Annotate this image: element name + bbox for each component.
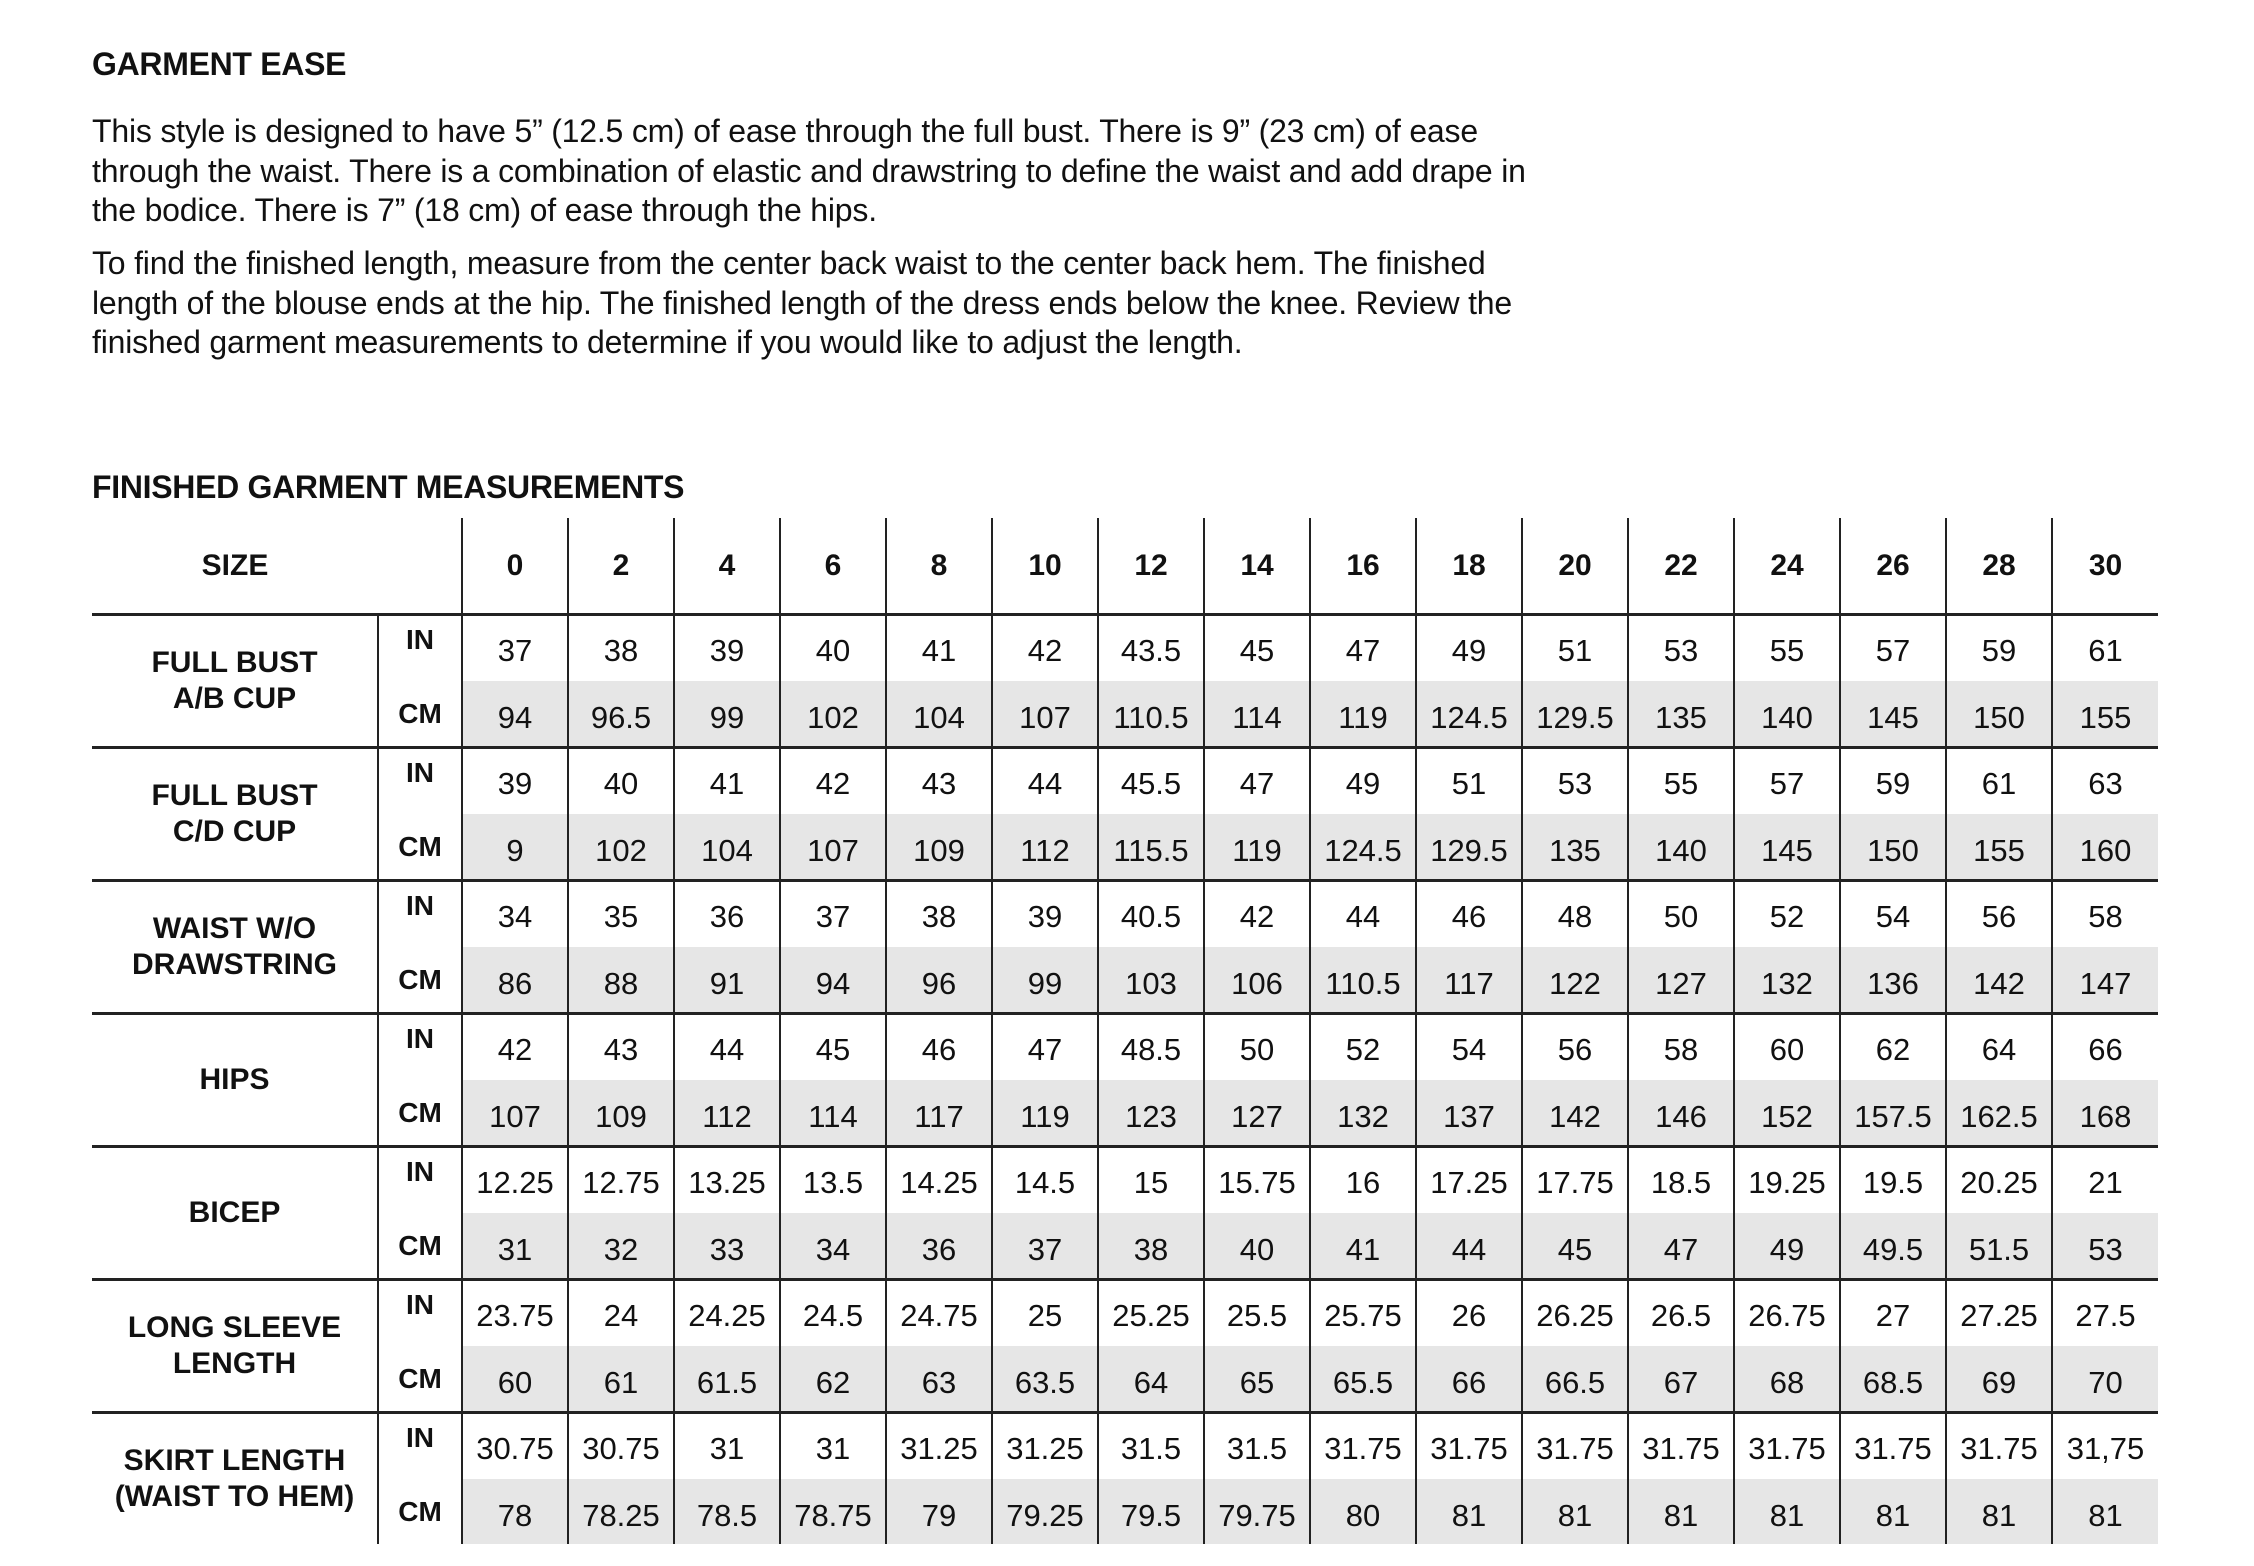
measurement-value: 42: [462, 1014, 568, 1081]
measurement-value: 162.5: [1946, 1080, 2052, 1147]
measurement-value: 129.5: [1416, 814, 1522, 881]
measurement-name-line1: BICEP: [188, 1196, 281, 1229]
measurement-value: 78: [462, 1479, 568, 1544]
measurement-value: 78.25: [568, 1479, 674, 1544]
measurement-value: 68.5: [1840, 1346, 1946, 1413]
measurement-value: 17.75: [1522, 1147, 1628, 1214]
measurement-value: 58: [1628, 1014, 1734, 1081]
measurement-value: 31.75: [1734, 1413, 1840, 1480]
measurement-value: 40: [780, 615, 886, 682]
unit-label: IN: [378, 615, 462, 682]
measurement-value: 21: [2052, 1147, 2158, 1214]
size-header-cell: 12: [1098, 518, 1204, 615]
measurement-value: 81: [1946, 1479, 2052, 1544]
measurement-value: 52: [1734, 881, 1840, 948]
table-row: [92, 881, 2158, 948]
table-row: [92, 1080, 2158, 1147]
measurement-value: 132: [1310, 1080, 1416, 1147]
measurement-value: 31.75: [1522, 1413, 1628, 1480]
measurement-value: 66: [1416, 1346, 1522, 1413]
measurement-value: 155: [1946, 814, 2052, 881]
measurement-value: 56: [1522, 1014, 1628, 1081]
measurement-value: 41: [886, 615, 992, 682]
measurement-value: 56: [1946, 881, 2052, 948]
measurement-value: 39: [462, 748, 568, 815]
measurement-value: 16: [1310, 1147, 1416, 1214]
size-header-cell: 14: [1204, 518, 1310, 615]
measurement-value: 94: [462, 681, 568, 748]
measurement-value: 25.25: [1098, 1280, 1204, 1347]
measurement-value: 31.25: [992, 1413, 1098, 1480]
measurement-value: 34: [780, 1213, 886, 1280]
measurement-value: 155: [2052, 681, 2158, 748]
measurement-value: 31.5: [1204, 1413, 1310, 1480]
measurement-value: 152: [1734, 1080, 1840, 1147]
size-header-cell: 18: [1416, 518, 1522, 615]
measurement-value: 68: [1734, 1346, 1840, 1413]
measurement-value: 31.75: [1310, 1413, 1416, 1480]
measurement-value: 63: [886, 1346, 992, 1413]
measurement-value: 31.75: [1840, 1413, 1946, 1480]
measurement-value: 53: [1628, 615, 1734, 682]
measurement-value: 78.75: [780, 1479, 886, 1544]
measurement-value: 88: [568, 947, 674, 1014]
measurement-value: 36: [674, 881, 780, 948]
measurement-value: 112: [992, 814, 1098, 881]
table-row: [92, 1479, 2158, 1544]
measurement-value: 26: [1416, 1280, 1522, 1347]
measurement-value: 81: [1522, 1479, 1628, 1544]
measurement-value: 63: [2052, 748, 2158, 815]
measurement-value: 40: [568, 748, 674, 815]
measurement-value: 19.5: [1840, 1147, 1946, 1214]
measurement-value: 142: [1946, 947, 2052, 1014]
size-header-cell: 22: [1628, 518, 1734, 615]
measurement-value: 96.5: [568, 681, 674, 748]
measurement-value: 43: [568, 1014, 674, 1081]
measurement-value: 30.75: [568, 1413, 674, 1480]
measurement-name: [92, 881, 378, 1014]
measurement-value: 17.25: [1416, 1147, 1522, 1214]
measurement-value: 62: [780, 1346, 886, 1413]
measurement-value: 122: [1522, 947, 1628, 1014]
measurement-value: 65: [1204, 1346, 1310, 1413]
measurement-value: 33: [674, 1213, 780, 1280]
measurement-value: 47: [1628, 1213, 1734, 1280]
measurement-value: 14.5: [992, 1147, 1098, 1214]
measurement-value: 64: [1098, 1346, 1204, 1413]
measurement-value: 36: [886, 1213, 992, 1280]
measurement-name: [92, 615, 378, 748]
measurement-value: 69: [1946, 1346, 2052, 1413]
measurement-value: 26.5: [1628, 1280, 1734, 1347]
measurement-value: 51: [1416, 748, 1522, 815]
measurement-value: 96: [886, 947, 992, 1014]
measurement-value: 42: [992, 615, 1098, 682]
measurement-value: 123: [1098, 1080, 1204, 1147]
size-header-cell: 28: [1946, 518, 2052, 615]
measurement-value: 81: [1840, 1479, 1946, 1544]
measurement-value: 49: [1310, 748, 1416, 815]
measurement-value: 140: [1628, 814, 1734, 881]
measurement-value: 58: [2052, 881, 2158, 948]
measurement-value: 80: [1310, 1479, 1416, 1544]
measurement-value: 132: [1734, 947, 1840, 1014]
measurement-name: [92, 1147, 378, 1280]
measurement-value: 102: [568, 814, 674, 881]
measurement-value: 70: [2052, 1346, 2158, 1413]
measurement-value: 150: [1840, 814, 1946, 881]
measurement-value: 45: [780, 1014, 886, 1081]
measurement-value: 44: [674, 1014, 780, 1081]
measurement-value: 140: [1734, 681, 1840, 748]
measurement-value: 79.5: [1098, 1479, 1204, 1544]
measurement-value: 47: [992, 1014, 1098, 1081]
measurement-value: 110.5: [1310, 947, 1416, 1014]
measurement-value: 55: [1734, 615, 1840, 682]
measurement-value: 54: [1840, 881, 1946, 948]
measurement-value: 107: [780, 814, 886, 881]
measurement-value: 44: [1310, 881, 1416, 948]
measurement-value: 102: [780, 681, 886, 748]
measurement-value: 109: [568, 1080, 674, 1147]
measurement-value: 43: [886, 748, 992, 815]
measurement-value: 127: [1204, 1080, 1310, 1147]
measurement-name-line1: FULL BUST: [151, 779, 318, 812]
measurement-value: 107: [462, 1080, 568, 1147]
measurement-value: 18.5: [1628, 1147, 1734, 1214]
measurement-value: 49: [1734, 1213, 1840, 1280]
measurement-value: 12.75: [568, 1147, 674, 1214]
measurement-value: 109: [886, 814, 992, 881]
measurement-value: 53: [2052, 1213, 2158, 1280]
measurement-value: 47: [1204, 748, 1310, 815]
measurement-value: 41: [1310, 1213, 1416, 1280]
measurement-value: 52: [1310, 1014, 1416, 1081]
measurement-value: 48: [1522, 881, 1628, 948]
unit-label: CM: [378, 1346, 462, 1413]
measurement-value: 12.25: [462, 1147, 568, 1214]
table-row: [92, 1280, 2158, 1347]
measurement-value: 34: [462, 881, 568, 948]
measurement-value: 119: [1204, 814, 1310, 881]
measurement-value: 124.5: [1310, 814, 1416, 881]
measurement-value: 15: [1098, 1147, 1204, 1214]
unit-label: IN: [378, 1014, 462, 1081]
unit-label: CM: [378, 1213, 462, 1280]
measurement-value: 145: [1734, 814, 1840, 881]
measurement-value: 81: [1734, 1479, 1840, 1544]
measurement-value: 27.5: [2052, 1280, 2158, 1347]
measurement-value: 104: [886, 681, 992, 748]
measurement-value: 110.5: [1098, 681, 1204, 748]
measurement-name-line2: A/B CUP: [172, 682, 297, 715]
measurement-value: 119: [992, 1080, 1098, 1147]
measurement-value: 27: [1840, 1280, 1946, 1347]
measurement-value: 13.5: [780, 1147, 886, 1214]
size-header-cell: 6: [780, 518, 886, 615]
measurement-value: 79.75: [1204, 1479, 1310, 1544]
measurement-value: 9: [462, 814, 568, 881]
measurement-value: 24.5: [780, 1280, 886, 1347]
measurement-value: 64: [1946, 1014, 2052, 1081]
measurement-value: 115.5: [1098, 814, 1204, 881]
measurement-value: 91: [674, 947, 780, 1014]
size-header-row: [92, 518, 2158, 615]
table-row: [92, 1014, 2158, 1081]
measurement-value: 25.75: [1310, 1280, 1416, 1347]
measurement-value: 37: [780, 881, 886, 948]
measurement-value: 99: [674, 681, 780, 748]
measurement-value: 32: [568, 1213, 674, 1280]
measurement-value: 61: [1946, 748, 2052, 815]
measurement-value: 81: [2052, 1479, 2158, 1544]
measurement-value: 63.5: [992, 1346, 1098, 1413]
measurement-value: 41: [674, 748, 780, 815]
measurement-value: 38: [1098, 1213, 1204, 1280]
measurement-value: 35: [568, 881, 674, 948]
measurement-value: 57: [1734, 748, 1840, 815]
measurement-value: 26.75: [1734, 1280, 1840, 1347]
unit-label: IN: [378, 1413, 462, 1480]
measurement-value: 44: [1416, 1213, 1522, 1280]
measurement-value: 44: [992, 748, 1098, 815]
measurement-value: 112: [674, 1080, 780, 1147]
measurement-name-line1: HIPS: [199, 1063, 270, 1096]
measurement-name-line2: (WAIST TO HEM): [114, 1480, 355, 1513]
table-row: [92, 947, 2158, 1014]
measurement-name-line1: WAIST W/O: [152, 912, 317, 945]
measurement-value: 157.5: [1840, 1080, 1946, 1147]
unit-label: IN: [378, 881, 462, 948]
measurement-value: 31,75: [2052, 1413, 2158, 1480]
table-row: [92, 1346, 2158, 1413]
measurement-value: 114: [780, 1080, 886, 1147]
size-header-cell: 26: [1840, 518, 1946, 615]
measurement-value: 48.5: [1098, 1014, 1204, 1081]
measurement-value: 49: [1416, 615, 1522, 682]
measurement-value: 127: [1628, 947, 1734, 1014]
measurement-value: 99: [992, 947, 1098, 1014]
table-row: [92, 681, 2158, 748]
measurement-value: 20.25: [1946, 1147, 2052, 1214]
measurement-value: 137: [1416, 1080, 1522, 1147]
measurement-value: 50: [1204, 1014, 1310, 1081]
measurement-value: 79.25: [992, 1479, 1098, 1544]
size-header-cell: 24: [1734, 518, 1840, 615]
measurement-value: 42: [1204, 881, 1310, 948]
measurement-value: 37: [992, 1213, 1098, 1280]
size-header-cell: 2: [568, 518, 674, 615]
measurement-name-line1: FULL BUST: [151, 646, 318, 679]
measurement-value: 55: [1628, 748, 1734, 815]
size-header-cell: 20: [1522, 518, 1628, 615]
unit-label: IN: [378, 748, 462, 815]
measurement-value: 104: [674, 814, 780, 881]
measurement-value: 59: [1946, 615, 2052, 682]
measurement-value: 31.25: [886, 1413, 992, 1480]
measurement-value: 53: [1522, 748, 1628, 815]
table-row: [92, 748, 2158, 815]
measurement-value: 31.75: [1416, 1413, 1522, 1480]
measurement-value: 142: [1522, 1080, 1628, 1147]
table-row: [92, 1147, 2158, 1214]
measurement-value: 57: [1840, 615, 1946, 682]
measurement-value: 31.5: [1098, 1413, 1204, 1480]
measurement-value: 147: [2052, 947, 2158, 1014]
measurement-value: 37: [462, 615, 568, 682]
measurement-value: 107: [992, 681, 1098, 748]
unit-header-blank: [378, 518, 462, 615]
length-paragraph: To find the finished length, measure from the center back waist to the center back hem. The finished length of the blouse ends at the hip. The finished length of the dress ends below the knee. Review the finished garment measurements to determine if you would like to adjust the length.: [92, 245, 1512, 360]
measurement-value: 114: [1204, 681, 1310, 748]
measurement-value: 62: [1840, 1014, 1946, 1081]
size-header-cell: 16: [1310, 518, 1416, 615]
measurement-value: 46: [1416, 881, 1522, 948]
measurement-value: 43.5: [1098, 615, 1204, 682]
measurement-value: 24: [568, 1280, 674, 1347]
measurement-value: 61: [568, 1346, 674, 1413]
measurement-value: 49.5: [1840, 1213, 1946, 1280]
measurement-value: 51.5: [1946, 1213, 2052, 1280]
measurement-value: 15.75: [1204, 1147, 1310, 1214]
measurement-value: 61: [2052, 615, 2158, 682]
garment-ease-heading: GARMENT EASE: [92, 46, 347, 82]
measurement-value: 40.5: [1098, 881, 1204, 948]
measurements-table: [92, 518, 2158, 1544]
measurement-name: [92, 1014, 378, 1147]
measurement-value: 160: [2052, 814, 2158, 881]
ease-paragraph: This style is designed to have 5” (12.5 cm) of ease through the full bust. There is 9” (23 cm) of ease through the waist. There is a combination of elastic and drawstring to define the waist and add drape in the bodice. There is 7” (18 cm) of ease through the hips.: [92, 113, 1526, 228]
measurement-value: 26.25: [1522, 1280, 1628, 1347]
measurement-value: 81: [1628, 1479, 1734, 1544]
measurement-value: 65.5: [1310, 1346, 1416, 1413]
measurement-value: 31.75: [1628, 1413, 1734, 1480]
measurement-value: 54: [1416, 1014, 1522, 1081]
unit-label: IN: [378, 1147, 462, 1214]
table-row: [92, 1413, 2158, 1480]
measurement-name: [92, 748, 378, 881]
measurement-value: 51: [1522, 615, 1628, 682]
measurement-value: 94: [780, 947, 886, 1014]
unit-label: CM: [378, 1479, 462, 1544]
measurement-value: 38: [886, 881, 992, 948]
measurement-value: 30.75: [462, 1413, 568, 1480]
measurement-value: 117: [886, 1080, 992, 1147]
measurement-value: 145: [1840, 681, 1946, 748]
unit-label: CM: [378, 814, 462, 881]
measurement-value: 14.25: [886, 1147, 992, 1214]
measurement-value: 79: [886, 1479, 992, 1544]
measurement-value: 46: [886, 1014, 992, 1081]
measurement-value: 31: [780, 1413, 886, 1480]
measurement-value: 39: [992, 881, 1098, 948]
table-row: [92, 1213, 2158, 1280]
measurement-name-line2: C/D CUP: [172, 815, 297, 848]
measurement-value: 135: [1522, 814, 1628, 881]
table-row: [92, 615, 2158, 682]
size-label: SIZE: [92, 518, 378, 615]
measurement-value: 60: [1734, 1014, 1840, 1081]
measurement-value: 135: [1628, 681, 1734, 748]
measurement-value: 23.75: [462, 1280, 568, 1347]
measurement-value: 124.5: [1416, 681, 1522, 748]
measurement-value: 47: [1310, 615, 1416, 682]
unit-label: CM: [378, 947, 462, 1014]
measurement-value: 117: [1416, 947, 1522, 1014]
measurement-value: 78.5: [674, 1479, 780, 1544]
measurement-value: 50: [1628, 881, 1734, 948]
measurement-value: 25.5: [1204, 1280, 1310, 1347]
size-header-cell: 10: [992, 518, 1098, 615]
measurement-value: 42: [780, 748, 886, 815]
measurement-value: 31: [674, 1413, 780, 1480]
measurement-name: [92, 1413, 378, 1545]
size-header-cell: 4: [674, 518, 780, 615]
measurement-name-line1: LONG SLEEVE: [127, 1311, 342, 1344]
finished-measurements-heading: FINISHED GARMENT MEASUREMENTS: [92, 469, 685, 505]
measurement-name: [92, 1280, 378, 1413]
measurement-value: 31.75: [1946, 1413, 2052, 1480]
measurement-value: 60: [462, 1346, 568, 1413]
unit-label: CM: [378, 681, 462, 748]
measurement-value: 136: [1840, 947, 1946, 1014]
measurement-value: 67: [1628, 1346, 1734, 1413]
measurement-value: 81: [1416, 1479, 1522, 1544]
measurement-value: 106: [1204, 947, 1310, 1014]
measurement-value: 25: [992, 1280, 1098, 1347]
measurement-value: 31: [462, 1213, 568, 1280]
measurement-value: 40: [1204, 1213, 1310, 1280]
measurement-value: 150: [1946, 681, 2052, 748]
measurement-name-line2: DRAWSTRING: [132, 948, 337, 981]
measurement-value: 45.5: [1098, 748, 1204, 815]
measurement-value: 13.25: [674, 1147, 780, 1214]
measurement-name-line2: LENGTH: [172, 1347, 297, 1380]
measurement-value: 61.5: [674, 1346, 780, 1413]
measurement-name-line1: SKIRT LENGTH: [123, 1444, 346, 1477]
measurement-value: 45: [1204, 615, 1310, 682]
measurement-value: 86: [462, 947, 568, 1014]
measurement-value: 24.25: [674, 1280, 780, 1347]
size-header-cell: 8: [886, 518, 992, 615]
measurement-value: 59: [1840, 748, 1946, 815]
measurement-value: 45: [1522, 1213, 1628, 1280]
table-row: [92, 814, 2158, 881]
measurement-value: 39: [674, 615, 780, 682]
measurement-value: 27.25: [1946, 1280, 2052, 1347]
measurement-value: 129.5: [1522, 681, 1628, 748]
unit-label: CM: [378, 1080, 462, 1147]
measurement-value: 19.25: [1734, 1147, 1840, 1214]
unit-label: IN: [378, 1280, 462, 1347]
size-header-cell: 30: [2052, 518, 2158, 615]
measurement-value: 24.75: [886, 1280, 992, 1347]
measurement-value: 103: [1098, 947, 1204, 1014]
measurement-value: 38: [568, 615, 674, 682]
measurement-value: 146: [1628, 1080, 1734, 1147]
measurement-value: 66: [2052, 1014, 2158, 1081]
measurement-value: 66.5: [1522, 1346, 1628, 1413]
measurement-value: 119: [1310, 681, 1416, 748]
size-header-cell: 0: [462, 518, 568, 615]
measurement-value: 168: [2052, 1080, 2158, 1147]
